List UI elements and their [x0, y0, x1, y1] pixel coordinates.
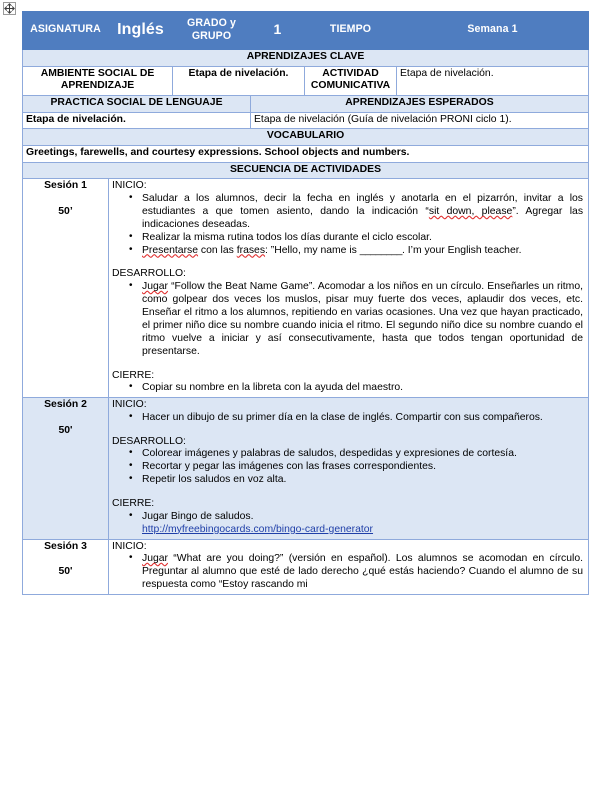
cierre-activity-list — [112, 382, 585, 395]
vocabulario-value-row — [23, 145, 589, 162]
session-row — [23, 398, 589, 539]
vocabulario-title: VOCABULARIO — [23, 129, 589, 146]
spacer — [112, 257, 585, 268]
practica-header-row — [23, 95, 589, 112]
session-label: Sesión 3 — [44, 540, 87, 552]
practica-social-value: Etapa de nivelación. — [23, 112, 251, 129]
list-item: • Jugar “Follow the Beat Name Game”. Acomodar a los niños en un círculo. Enseñarles un ritmo, como golpear dos veces los muslos, pisar muy fuerte dos veces, aplaudir dos veces, etc. Enseñar el ritmo a los alumnos, repitiendo en varias ocasiones. Una vez que hayan practicado, el primer niño dice su nombre cuando inicia el ritmo. El segundo niño dice su nombre cuando el ritmo vuelve a iniciar y así consecutivamente, hasta que todos tengan oportunidad de presentarse. — [142, 281, 585, 358]
inicio-activity-list — [112, 412, 585, 425]
stage-desarrollo-label: DESARROLLO: — [112, 435, 186, 447]
session-body — [109, 398, 589, 539]
spacer — [112, 359, 585, 370]
practica-value-row — [23, 112, 589, 129]
stage-inicio-label: INICIO: — [112, 399, 147, 411]
table-header-row — [23, 12, 589, 50]
list-item: • Hacer un dibujo de su primer día en la clase de inglés. Compartir con sus compañeros. — [142, 412, 585, 425]
list-item: • Colorear imágenes y palabras de saludos, despedidas y expresiones de cortesía. — [142, 448, 585, 461]
list-item: • Saludar a los alumnos, decir la fecha en inglés y anotarla en el pizarrón, invitar a los estudiantes a que tomen asiento, dando la indicación “sit down, please”. Agregar las indicaciones deseadas. — [142, 193, 585, 232]
session-minutes: 50’ — [58, 206, 73, 218]
list-item: • Presentarse con las frases: ”Hello, my name is ________. I’m your English teacher. — [142, 245, 585, 258]
session-label-cell — [23, 539, 109, 594]
session-row — [23, 179, 589, 398]
bingo-generator-link[interactable]: http://myfreebingocards.com/bingo-card-generator — [142, 523, 374, 535]
ambiente-social-label: AMBIENTE SOCIAL DE APRENDIZAJE — [23, 66, 173, 95]
asignatura-value: Inglés — [109, 12, 173, 50]
stage-desarrollo-label: DESARROLLO: — [112, 268, 186, 280]
session-row — [23, 539, 589, 594]
cierre-text: Jugar Bingo de saludos. — [142, 510, 254, 522]
desarrollo-activity-list — [112, 281, 585, 358]
asignatura-label: ASIGNATURA — [23, 12, 109, 50]
aprendizajes-esperados-label: APRENDIZAJES ESPERADOS — [251, 95, 589, 112]
grado-grupo-value: 1 — [251, 12, 305, 50]
actividad-comunicativa-label: ACTIVIDAD COMUNICATIVA — [305, 66, 397, 95]
aprendizajes-esperados-value: Etapa de nivelación (Guía de nivelación PRONI ciclo 1). — [251, 112, 589, 129]
session-label: Sesión 2 — [44, 399, 87, 411]
session-label-cell — [23, 179, 109, 398]
spacer — [112, 487, 585, 498]
tiempo-value: Semana 1 — [397, 12, 589, 50]
tiempo-label: TIEMPO — [305, 12, 397, 50]
stage-inicio-label: INICIO: — [112, 540, 147, 552]
vocabulario-value: Greetings, farewells, and courtesy expressions. School objects and numbers. — [23, 145, 589, 162]
list-item: • Repetir los saludos en voz alta. — [142, 474, 585, 487]
session-body — [109, 539, 589, 594]
inicio-activity-list — [112, 553, 585, 592]
ambiente-social-value: Etapa de nivelación. — [173, 66, 305, 95]
lesson-plan-table — [22, 11, 589, 595]
stage-cierre-label: CIERRE: — [112, 498, 155, 510]
table-move-handle-icon[interactable] — [3, 2, 16, 15]
session-label: Sesión 1 — [44, 180, 87, 192]
secuencia-title: SECUENCIA DE ACTIVIDADES — [23, 162, 589, 179]
session-minutes: 50' — [58, 566, 73, 578]
vocabulario-title-row — [23, 129, 589, 146]
session-minutes: 50' — [58, 424, 73, 436]
stage-cierre-label: CIERRE: — [112, 369, 155, 381]
secuencia-title-row — [23, 162, 589, 179]
list-item: • Jugar “What are you doing?” (versión en español). Los alumnos se acomodan en círculo. Preguntar al alumno que esté de lado derecho ¿qué estás haciendo? Cuando el alumno de su respuesta como “Estoy rascando mi — [142, 553, 585, 592]
aprendizajes-clave-title-row — [23, 49, 589, 66]
list-item — [142, 511, 585, 537]
cierre-activity-list — [112, 511, 585, 537]
actividad-comunicativa-value: Etapa de nivelación. — [397, 66, 589, 95]
session-body — [109, 179, 589, 398]
practica-social-label: PRACTICA SOCIAL DE LENGUAJE — [23, 95, 251, 112]
list-item: • Copiar su nombre en la libreta con la ayuda del maestro. — [142, 382, 585, 395]
spacer — [112, 425, 585, 436]
aprendizajes-clave-row — [23, 66, 589, 95]
list-item: • Recortar y pegar las imágenes con las frases correspondientes. — [142, 461, 585, 474]
aprendizajes-clave-title: APRENDIZAJES CLAVE — [23, 49, 589, 66]
session-label-cell — [23, 398, 109, 539]
stage-inicio-label: INICIO: — [112, 180, 147, 192]
inicio-activity-list — [112, 193, 585, 257]
desarrollo-activity-list — [112, 448, 585, 487]
grado-grupo-label: GRADO y GRUPO — [173, 12, 251, 50]
list-item: • Realizar la misma rutina todos los días durante el ciclo escolar. — [142, 232, 585, 245]
